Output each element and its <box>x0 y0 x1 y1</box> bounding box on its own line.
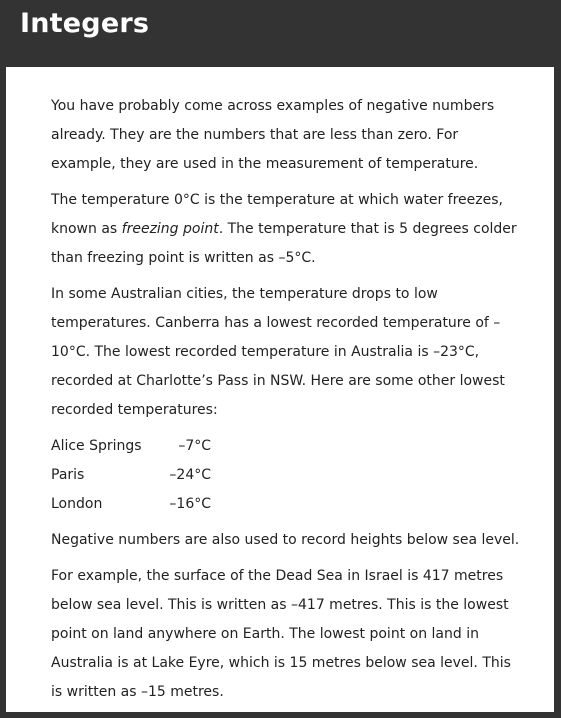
temperature-value: –7°C <box>178 438 211 454</box>
article-body <box>51 92 521 707</box>
emphasized-term: freezing point <box>121 221 219 237</box>
city-name: Paris <box>51 467 85 483</box>
paragraph-australian-cities: In some Australian cities, the temperature drops to low temperatures. Canberra has a lowest recorded temperature of –10°C. The lowest recorded temperature in Australia is –23°C, recorded at Charlotte’s Pass in NSW. Here are some other lowest recorded temperatures: <box>51 286 505 418</box>
temperature-row <box>51 490 521 519</box>
paragraph-text: The temperature 0°C is the temperature at which water freezes, known as <box>51 192 503 237</box>
city-name: Alice Springs <box>51 438 142 454</box>
city-name: London <box>51 496 103 512</box>
content-panel <box>6 67 554 712</box>
paragraph-dead-sea: For example, the surface of the Dead Sea in Israel is 417 metres below sea level. This is written as –417 metres. This is the lowest point on land anywhere on Earth. The lowest point on land in Australia is at Lake Eyre, which is 15 metres below sea level. This is written as –15 metres. <box>51 568 511 700</box>
header-bar <box>0 0 561 67</box>
temperature-list <box>51 432 521 519</box>
paragraph-freezing-point <box>51 186 521 273</box>
temperature-row <box>51 461 521 490</box>
temperature-value: –16°C <box>169 496 211 512</box>
temperature-value: –24°C <box>169 467 211 483</box>
paragraph-intro: You have probably come across examples of negative numbers already. They are the numbers that are less than zero. For example, they are used in the measurement of temperature. <box>51 98 495 172</box>
page-title: Integers <box>20 8 150 39</box>
temperature-row <box>51 432 521 461</box>
paragraph-text: . The temperature that is 5 degrees colder than freezing point is written as –5°C. <box>51 221 517 266</box>
paragraph-sea-level: Negative numbers are also used to record heights below sea level. <box>51 532 520 548</box>
